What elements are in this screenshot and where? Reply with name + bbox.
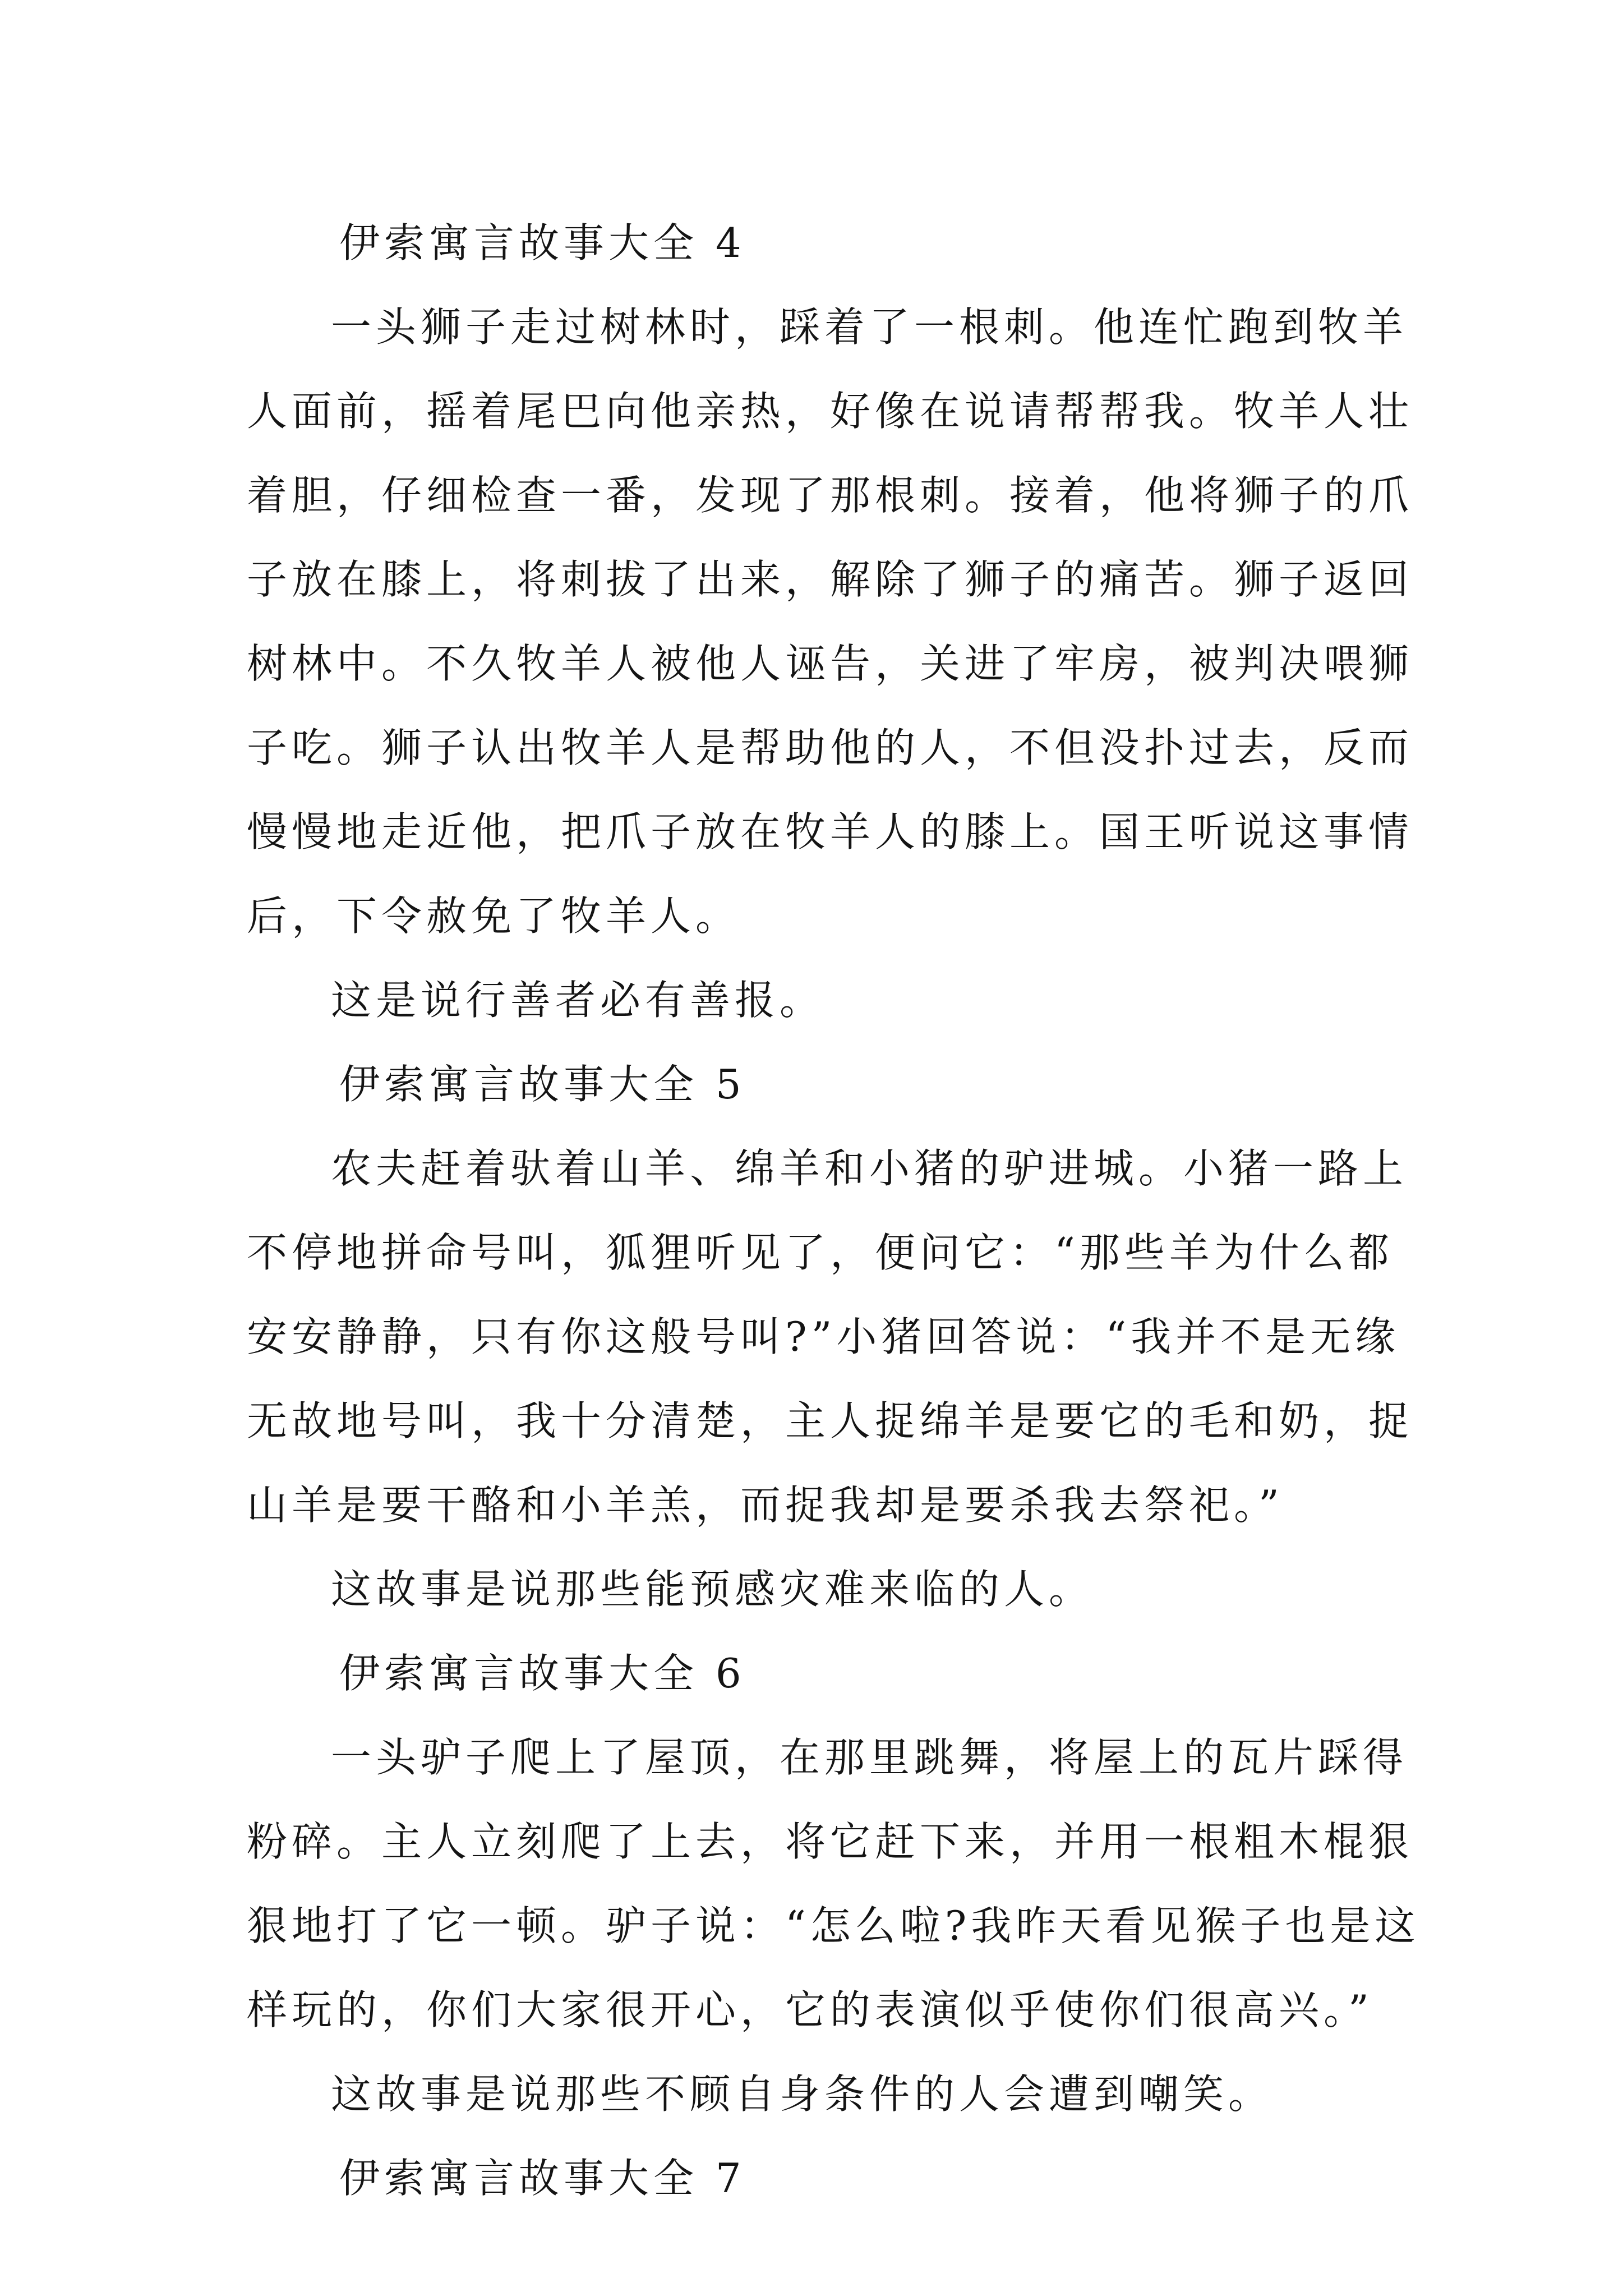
story-4-moral: 这是说行善者必有善报。: [331, 977, 825, 1024]
story-5-line-1: 农夫赶着驮着山羊、绵羊和小猪的驴进城。小猪一路上: [331, 1145, 1408, 1192]
story-4-line-5: 树林中。不久牧羊人被他人诬告，关进了牢房，被判决喂狮: [247, 640, 1414, 687]
story-6-moral: 这故事是说那些不顾自身条件的人会遭到嘲笑。: [331, 2070, 1274, 2118]
story-6-line-1: 一头驴子爬上了屋顶，在那里跳舞，将屋上的瓦片踩得: [331, 1734, 1408, 1781]
story-4-line-2: 人面前，摇着尾巴向他亲热，好像在说请帮帮我。牧羊人壮: [247, 388, 1414, 435]
story-5-moral: 这故事是说那些能预感灾难来临的人。: [331, 1566, 1094, 1613]
story-5-line-5: 山羊是要干酪和小羊羔，而捉我却是要杀我去祭祀。”: [247, 1481, 1284, 1529]
story-4-line-7: 慢慢地走近他，把爪子放在牧羊人的膝上。国王听说这事情: [247, 808, 1414, 855]
story-4-line-3: 着胆，仔细检查一番，发现了那根刺。接着，他将狮子的爪: [247, 472, 1414, 519]
story-5-line-3: 安安静静，只有你这般号叫?”小猪回答说：“我并不是无缘: [247, 1313, 1400, 1360]
document-page: [247, 201, 1420, 2220]
story-7-title: 伊索寓言故事大全 7: [339, 2155, 746, 2202]
story-4-title: 伊索寓言故事大全 4: [339, 219, 746, 266]
story-6-line-4: 样玩的，你们大家很开心，它的表演似乎使你们很高兴。”: [247, 1986, 1373, 2033]
story-6-line-2: 粉碎。主人立刻爬了上去，将它赶下来，并用一根粗木棍狠: [247, 1818, 1414, 1865]
story-4-line-4: 子放在膝上，将刺拔了出来，解除了狮子的痛苦。狮子返回: [247, 556, 1414, 603]
story-6-title: 伊索寓言故事大全 6: [339, 1650, 746, 1697]
story-5-line-4: 无故地号叫，我十分清楚，主人捉绵羊是要它的毛和奶，捉: [247, 1397, 1414, 1444]
story-6-line-3: 狠地打了它一顿。驴子说：“怎么啦?我昨天看见猴子也是这: [247, 1902, 1420, 1949]
story-4-line-6: 子吃。狮子认出牧羊人是帮助他的人，不但没扑过去，反而: [247, 724, 1414, 771]
story-4-line-1: 一头狮子走过树林时，踩着了一根刺。他连忙跑到牧羊: [331, 303, 1408, 351]
story-5-title: 伊索寓言故事大全 5: [339, 1061, 746, 1108]
story-4-line-8: 后，下令赦免了牧羊人。: [247, 892, 741, 940]
story-5-line-2: 不停地拼命号叫，狐狸听见了，便问它：“那些羊为什么都: [247, 1229, 1394, 1276]
